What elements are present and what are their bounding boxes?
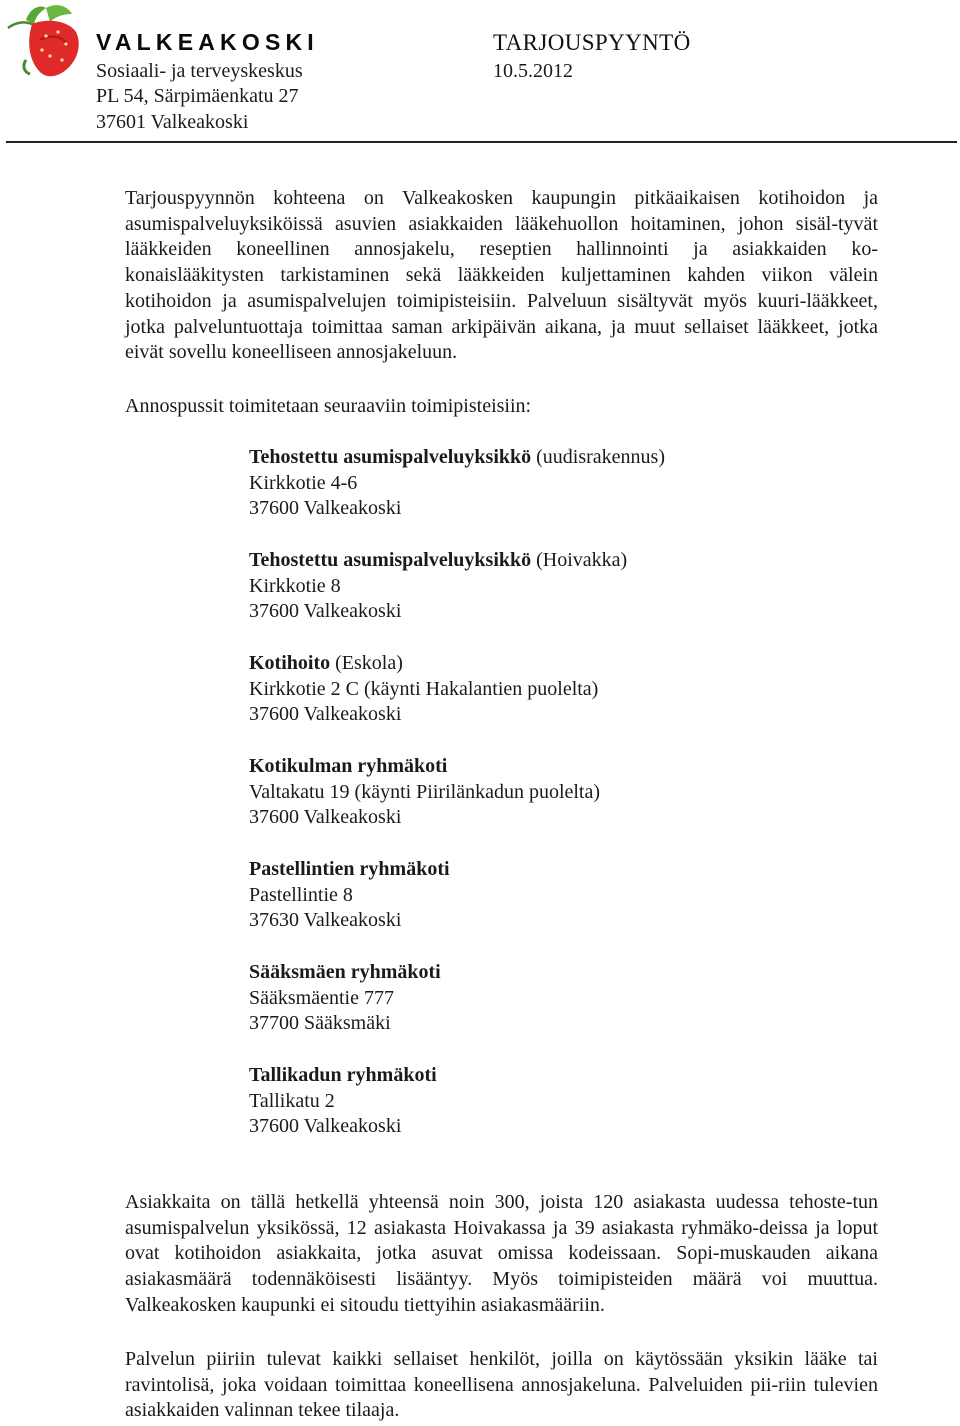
header-divider [6, 141, 957, 143]
address-line-2: 37601 Valkeakoski [96, 111, 249, 133]
location-entry [249, 960, 441, 1037]
location-entry [249, 445, 665, 522]
location-name: Kotihoito [249, 652, 331, 674]
location-name: Sääksmäen ryhmäkoti [249, 961, 441, 983]
location-note: (Hoivakka) [531, 549, 628, 571]
delivery-lead: Annospussit toimitetaan seuraaviin toimipisteisiin: [125, 395, 532, 417]
location-city: 37600 Valkeakoski [249, 1115, 402, 1138]
address-line-1: PL 54, Särpimäenkatu 27 [96, 85, 299, 107]
location-entry [249, 651, 598, 728]
letterhead [0, 0, 960, 150]
location-street: Tallikatu 2 [249, 1089, 335, 1112]
location-name: Kotikulman ryhmäkoti [249, 755, 448, 777]
location-street: Kirkkotie 4-6 [249, 471, 358, 494]
location-city: 37700 Sääksmäki [249, 1012, 391, 1035]
location-entry [249, 548, 627, 625]
org-name: VALKEAKOSKI [96, 29, 319, 55]
strawberry-logo-icon [6, 0, 88, 82]
service-scope-paragraph: Palvelun piiriin tulevat kaikki sellaiset henkilöt, joilla on käytössään yksikin lääke tai ravintolisä, joka voidaan toimittaa koneellisena annosjakeluna. Palveluiden pii-riin tulevien asiakkaiden valinnan tekee tilaaja. [125, 1348, 878, 1422]
location-note: (uudisrakennus) [531, 446, 665, 468]
customer-count-paragraph: Asiakkaita on tällä hetkellä yhteensä noin 300, joista 120 asiakasta uudessa tehoste-tun asumispalvelun yksikössä, 12 asiakasta Hoivakassa ja 39 asiakasta ryhmäko-deissa ja loput ovat kotihoidon asiakkaita, jotka asuvat omissa kodeissaan. Sopi-muskauden aikana asiakasmäärä todennäköisesti lisääntyy. Myös toimipisteiden määrä voi muuttua. Valkeakosken kaupunki ei sitoudu tiettyihin asiakasmääriin. [125, 1191, 878, 1316]
unit-name: Sosiaali- ja terveyskeskus [96, 60, 303, 82]
location-city: 37600 Valkeakoski [249, 497, 402, 520]
location-entry [249, 1063, 437, 1140]
location-street: Pastellintie 8 [249, 883, 353, 906]
location-street: Sääksmäentie 777 [249, 986, 394, 1009]
location-city: 37600 Valkeakoski [249, 806, 402, 829]
location-note: (Eskola) [330, 652, 403, 674]
location-name: Tallikadun ryhmäkoti [249, 1064, 437, 1086]
location-city: 37600 Valkeakoski [249, 703, 402, 726]
location-name: Pastellintien ryhmäkoti [249, 858, 450, 880]
location-street: Kirkkotie 8 [249, 574, 341, 597]
location-street: Kirkkotie 2 C (käynti Hakalantien puolelta) [249, 677, 599, 700]
location-street: Valtakatu 19 (käynti Piirilänkadun puolelta) [249, 780, 601, 803]
intro-paragraph: Tarjouspyynnön kohteena on Valkeakosken kaupungin pitkäaikaisen kotihoidon ja asumispalveluyksiköissä asuvien asiakkaiden lääkehuollon hoitaminen, johon sisäl-tyvät lääkkeiden koneellinen annosjakelu, reseptien hallinnointi ja asiakkaiden ko-konaislääkitysten tarkistaminen sekä lääkkeiden kuljettaminen kahden viikon välein kotihoidon ja asumispalvelujen toimipisteisiin. Palveluun sisältyvät myös kuuri-lääkkeet, jotka palveluntuottaja toimittaa saman arkipäivän aikana, ja muut sellaiset lääkkeet, jotka eivät sovellu koneelliseen annosjakeluun. [125, 187, 878, 364]
document-date: 10.5.2012 [493, 60, 573, 82]
location-entry [249, 754, 600, 831]
location-city: 37630 Valkeakoski [249, 909, 402, 932]
location-name: Tehostettu asumispalveluyksikkö [249, 549, 532, 571]
document-type: TARJOUSPYYNTÖ [493, 30, 691, 55]
location-name: Tehostettu asumispalveluyksikkö [249, 446, 532, 468]
location-entry [249, 857, 450, 934]
location-city: 37600 Valkeakoski [249, 600, 402, 623]
